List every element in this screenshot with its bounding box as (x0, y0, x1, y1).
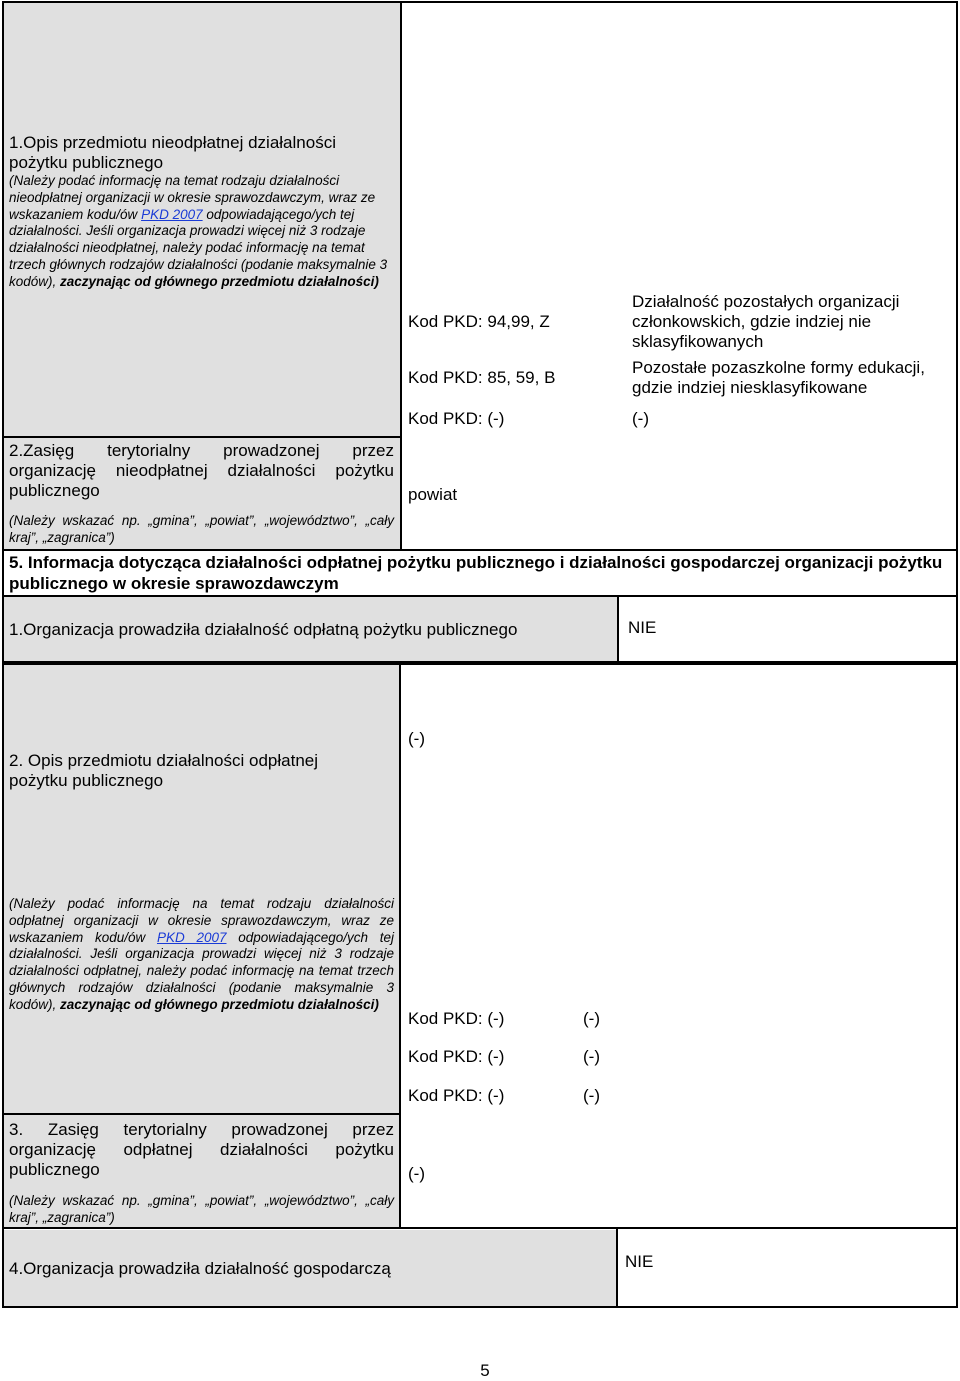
pkd-code-3: Kod PKD: (-) (408, 409, 505, 428)
paid-pkd-desc-2: (-) (583, 1047, 600, 1066)
note-text-a: (Należy podać informację na temat rodzaju działalności nieodpłatnej organizacji w okresie sprawozdawczym, wraz ze wskazaniem kodu/ów (9, 173, 376, 222)
paid-table-divider (399, 663, 401, 1229)
business-activity-answer: NIE (625, 1252, 654, 1271)
paid-scope-note: (Należy wskazać np. „gmina”, „powiat”, „województwo”, „cały kraj”, „zagranica”) (9, 1193, 394, 1225)
top-table-divider (400, 1, 402, 549)
paid-pkd-desc-1: (-) (583, 1009, 600, 1028)
pkd-code-2: Kod PKD: 85, 59, B (408, 368, 556, 387)
row-divider-scope (2, 436, 402, 438)
business-activity-question: 4.Organizacja prowadziła działalność gospodarczą (9, 1259, 391, 1278)
paid-note-text-b: odpowiadającego/ych tej działalności. Jeśli organizacja prowadzi więcej niż 3 rodzaje działalności odpłatnej, należy podać informację na temat trzech głównych rodzajów działalności (podanie maksymalnie 3 kodów), (9, 929, 395, 1012)
note-text-b: odpowiadającego/ych tej działalności. Jeśli organizacja prowadzi więcej niż 3 rodzaje działalności nieodpłatnej, należy podać informację na temat trzech głównych rodzajów działalności (podanie maksymalnie 3 kodów), (9, 206, 388, 289)
paid-pkd-code-3: Kod PKD: (-) (408, 1086, 505, 1105)
paid-q1-divider (617, 595, 619, 663)
nonpaid-description-title: 1.Opis przedmiotu nieodpłatnej działalności pożytku publicznego (9, 133, 336, 172)
paid-pkd-code-2: Kod PKD: (-) (408, 1047, 505, 1066)
paid-pkd-2007-link[interactable]: PKD 2007 (156, 929, 227, 945)
page-number: 5 (480, 1361, 490, 1380)
note-text-bold: zaczynając od głównego przedmiotu działalności) (60, 273, 379, 289)
paid-scope-title: 3. Zasięg terytorialny prowadzonej przez organizację odpłatnej działalności pożytku publicznego (9, 1120, 394, 1179)
pkd-2007-link[interactable]: PKD 2007 (141, 206, 203, 222)
nonpaid-scope-note: (Należy wskazać np. „gmina”, „powiat”, „województwo”, „cały kraj”, „zagranica”) (9, 513, 394, 545)
paid-description-title: 2. Opis przedmiotu działalności odpłatnej pożytku publicznego (9, 751, 319, 790)
paid-description-note (9, 896, 394, 1014)
nonpaid-scope-value: powiat (408, 485, 458, 504)
paid-row-divider-scope (2, 1113, 401, 1115)
paid-pkd-desc-3: (-) (583, 1086, 600, 1105)
paid-scope-value: (-) (408, 1164, 425, 1183)
paid-activity-answer: NIE (628, 618, 657, 637)
paid-description-value: (-) (408, 729, 425, 748)
paid-note-text-a: (Należy podać informację na temat rodzaju działalności odpłatnej organizacji w okresie sprawozdawczym, wraz ze wskazaniem kodu/ów (9, 896, 394, 945)
paid-pkd-code-1: Kod PKD: (-) (408, 1009, 505, 1028)
pkd-desc-3: (-) (632, 409, 649, 428)
business-divider (616, 1228, 618, 1308)
paid-activity-question: 1.Organizacja prowadziła działalność odpłatną pożytku publicznego (9, 620, 518, 639)
paid-note-text-bold: zaczynając od głównego przedmiotu działalności) (60, 996, 379, 1012)
pkd-code-1: Kod PKD: 94,99, Z (408, 312, 550, 331)
pkd-desc-1: Działalność pozostałych organizacji członkowskich, gdzie indziej nie sklasyfikowanych (632, 292, 900, 351)
pkd-desc-2: Pozostałe pozaszkolne formy edukacji, gdzie indziej niesklasyfikowane (632, 358, 925, 397)
section5-heading: 5. Informacja dotycząca działalności odpłatnej pożytku publicznego i działalności gospodarczej organizacji pożytku publicznego w okresie sprawozdawczym (9, 553, 943, 593)
nonpaid-description-note (9, 173, 394, 291)
nonpaid-scope-title: 2.Zasięg terytorialny prowadzonej przez organizację nieodpłatnej działalności pożytku publicznego (9, 441, 394, 500)
